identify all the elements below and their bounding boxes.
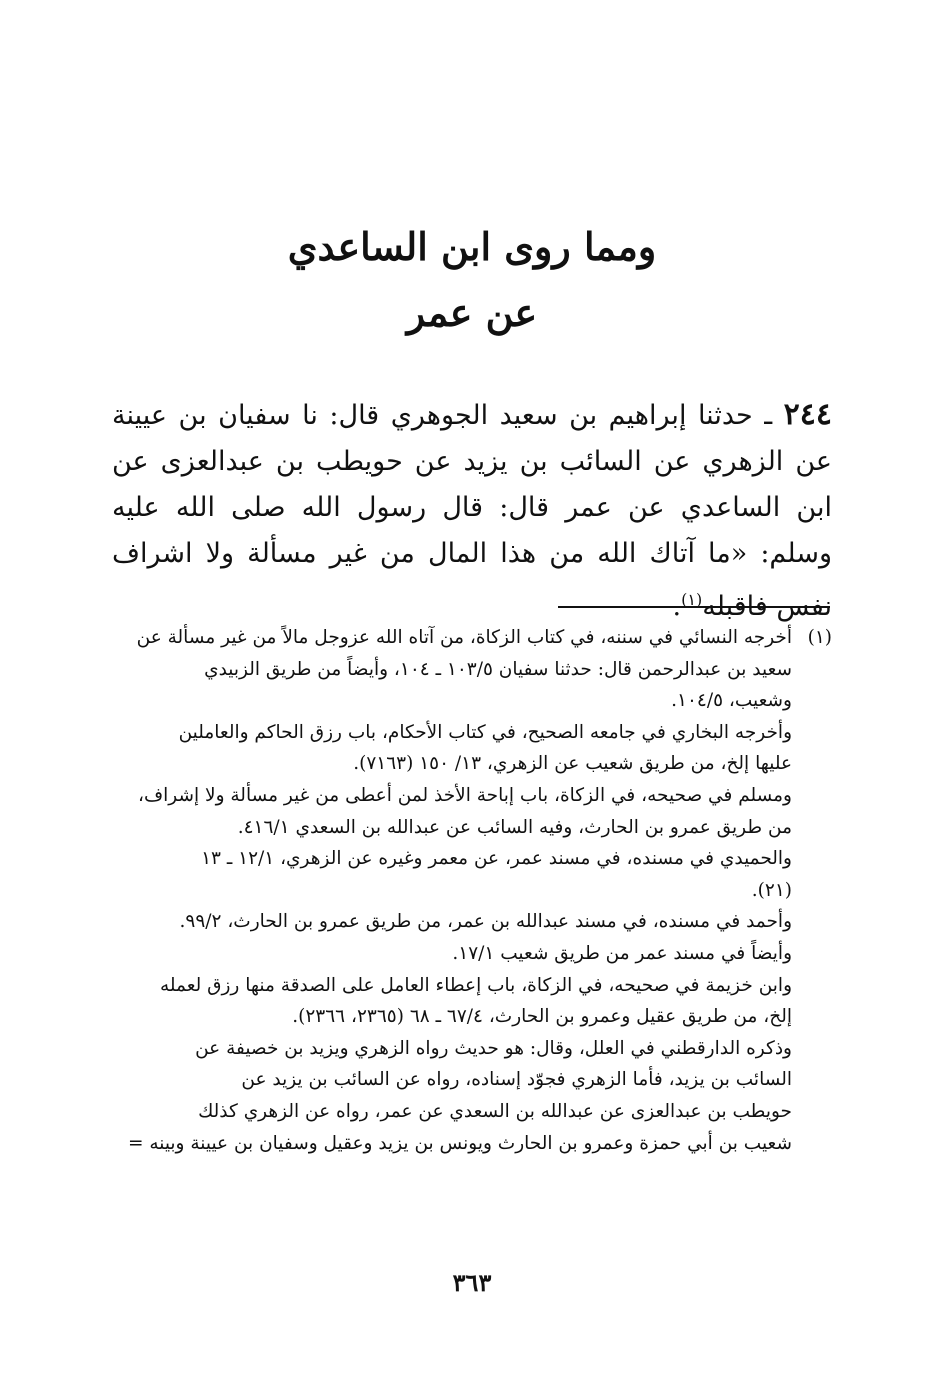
footnote-line: سعيد بن عبدالرحمن قال: حدثنا سفيان ١٠٣/٥ ـ ١٠٤، وأيضاً من طريق الزبيدي — [204, 658, 792, 680]
footnotes — [112, 622, 832, 1159]
footnote-line: عليها إلخ، من طريق شعيب عن الزهري، ١٣/ ١٥٠ (٧١٦٣). — [353, 753, 792, 775]
chapter-title: ومما روى ابن الساعدي — [287, 224, 657, 269]
footnote-line: وأخرجه البخاري في جامعه الصحيح، في كتاب الأحكام، باب رزق الحاكم والعاملين — [178, 721, 792, 743]
hadith-end: . — [672, 591, 682, 622]
chapter-subtitle: عن عمر — [406, 290, 538, 335]
footnote-line: حويطب بن عبدالعزى عن عبدالله بن السعدي عن عمر، رواه عن الزهري كذلك — [198, 1100, 792, 1122]
footnote-line: وأيضاً في مسند عمر من طريق شعيب ١٧/١. — [452, 942, 792, 964]
footnote-line: من طريق عمرو بن الحارث، وفيه السائب عن عبدالله بن السعدي ٤١٦/١. — [237, 816, 792, 838]
footnote-line: وأحمد في مسنده، في مسند عبدالله بن عمر، من طريق عمرو بن الحارث، ٩٩/٢. — [179, 911, 792, 933]
footnote-line: وشعيب، ١٠٤/٥. — [671, 690, 792, 712]
footnote-text: أخرجه النسائي في سننه، في كتاب الزكاة، من آتاه الله عزوجل مالاً من غير مسألة عن — [136, 627, 792, 648]
footnote-line: وابن خزيمة في صحيحه، في الزكاة، باب إعطاء العامل على الصدقة منها رزق لعمله — [159, 974, 792, 996]
hadith-number: ٢٤٤ — [783, 397, 832, 432]
footnote-reference[interactable]: (١) — [681, 590, 703, 609]
footnote-line — [112, 622, 832, 654]
footnote-line: ومسلم في صحيحه، في الزكاة، باب إباحة الأخذ لمن أعطى من غير مسألة ولا إشراف، — [138, 784, 792, 806]
hadith-body: ـ حدثنا إبراهيم بن سعيد الجوهري قال: نا سفيان بن عيينة عن الزهري عن السائب بن يزيد عن حويطب بن عبدالعزى عن ابن الساعدي عن عمر قال: قال رسول الله صلى الله عليه وسلم: «ما آتاك الله من هذا المال من غير مسألة ولا اشراف نفس فاقبله — [112, 400, 832, 622]
page-number: ٣٦٣ — [452, 1268, 492, 1297]
footnote-line: شعيب بن أبي حمزة وعمرو بن الحارث ويونس بن يزيد وعقيل وسفيان بن عيينة وبينه = — [127, 1132, 792, 1154]
footnote-marker: (١) — [807, 627, 832, 648]
footnote-line: وذكره الدارقطني في العلل، وقال: هو حديث رواه الزهري ويزيد بن خصيفة عن — [195, 1037, 792, 1059]
footnote-line: السائب بن يزيد، فأما الزهري فجوّد إسناده، رواه عن السائب بن يزيد عن — [241, 1069, 792, 1091]
footnote-line: إلخ، من طريق عقيل وعمرو بن الحارث، ٦٧/٤ ـ ٦٨ (٢٣٦٥، ٢٣٦٦). — [292, 1006, 792, 1028]
footnote-line: (٢١). — [751, 879, 792, 901]
footnote-divider — [558, 606, 830, 608]
footnote-line: والحميدي في مسنده، في مسند عمر، عن معمر وغيره عن الزهري، ١٢/١ ـ ١٣ — [201, 848, 792, 870]
hadith-text — [112, 392, 832, 630]
